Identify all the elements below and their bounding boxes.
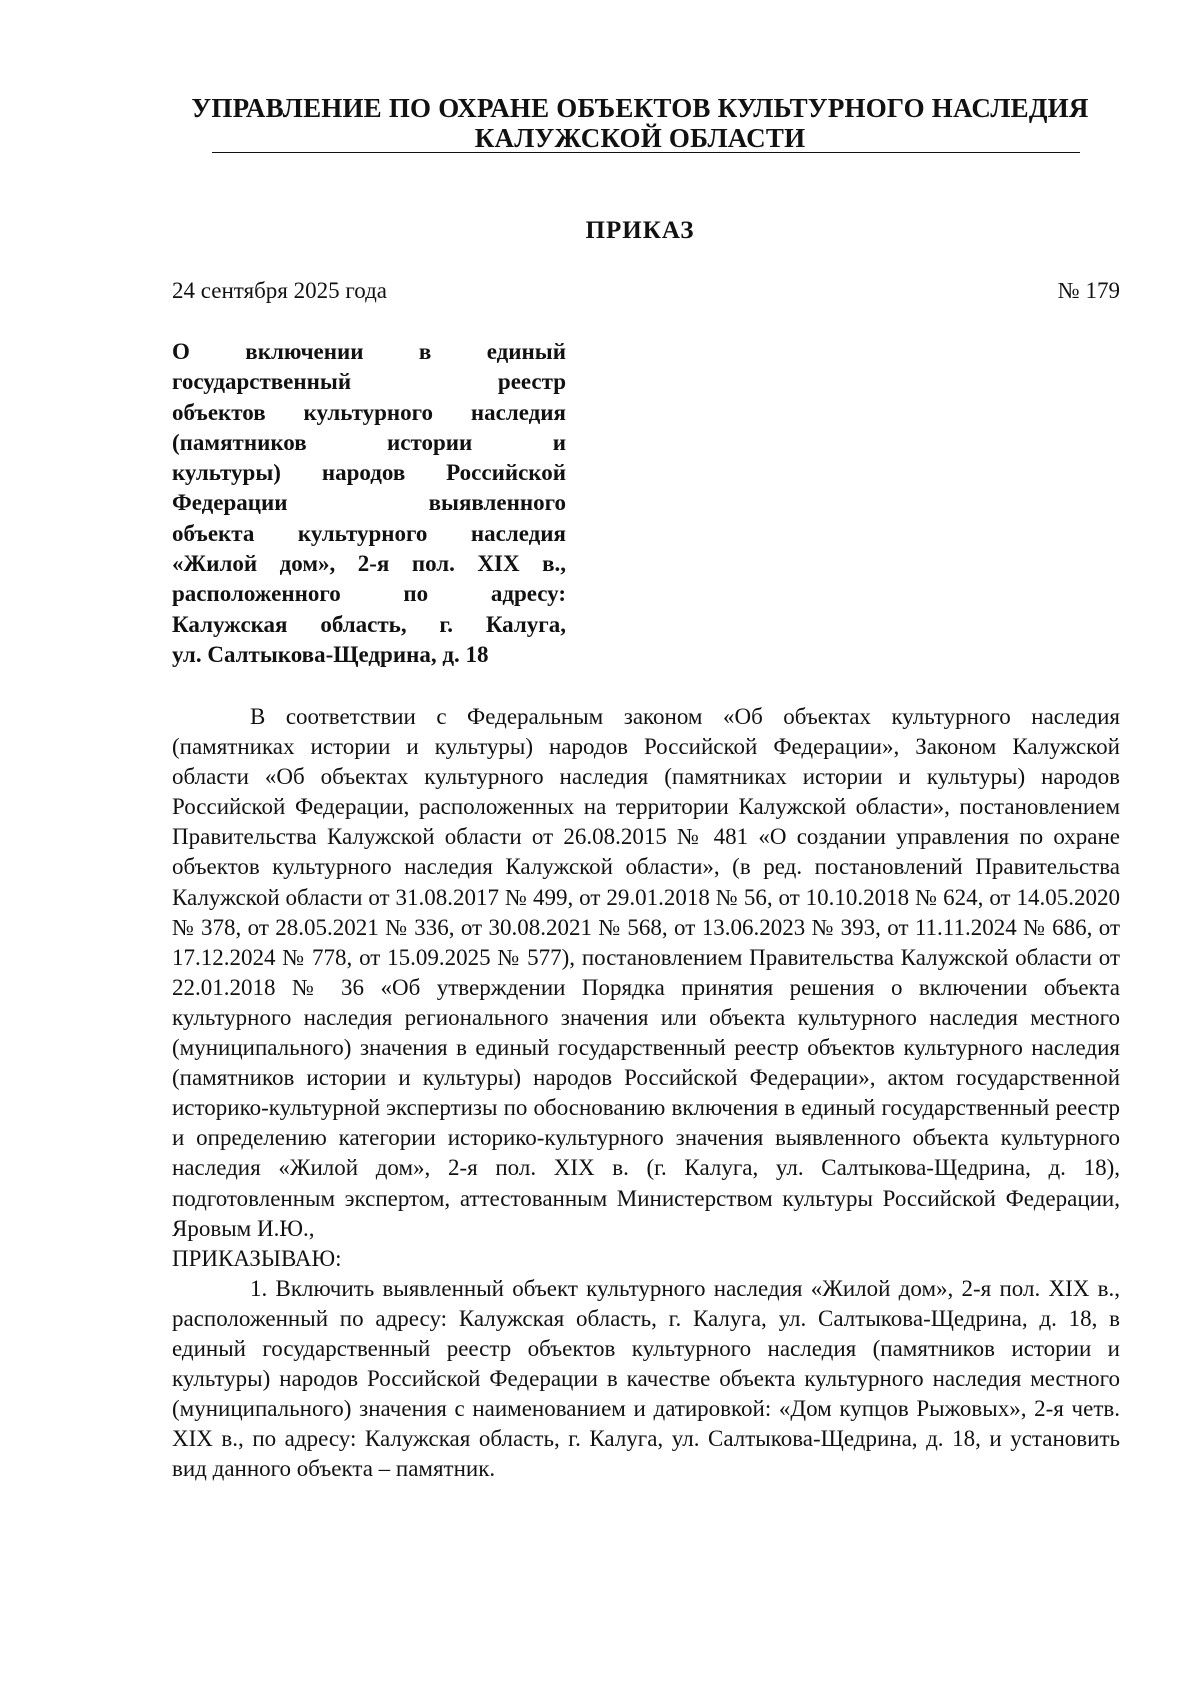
subject-line: «Жилой дом», 2-я пол. XIX в., <box>172 551 566 577</box>
header-underline <box>212 152 1080 153</box>
subject-line: объектов культурного наследия <box>172 399 566 425</box>
document-date: 24 сентября 2025 года <box>172 278 387 303</box>
order-directive-word: ПРИКАЗЫВАЮ: <box>172 1245 342 1271</box>
subject-line: (памятников истории и <box>172 429 566 455</box>
subject-line: Федерации выявленного <box>172 490 566 516</box>
document-number: № 179 <box>1057 278 1120 303</box>
subject-line: ул. Салтыкова-Щедрина, д. 18 <box>172 641 489 667</box>
preamble-text: В соответствии с Федеральным законом «Об объектах культурного наследия (памятниках истории и культуры) народов Российской Федерации», Законом Калужской области «Об объектах культурного наследия (памятниках истории и культуры) народов Российской Федерации, расположенных на территории Калужской области», постановлением Правительства Калужской области от 26.08.2015 № 481 «О создании управления по охране объектов культурного наследия Калужской области», (в ред. постановлений Правительства Калужской области от 31.08.2017 № 499, от 29.01.2018 № 56, от 10.10.2018 № 624, от 14.05.2020 № 378, от 28.05.2021 № 336, от 30.08.2021 № 568, от 13.06.2023 № 393, от 11.11.2024 № 686, от 17.12.2024 № 778, от 15.09.2025 № 577), постановлением Правительства Калужской области от 22.01.2018 № 36 «Об утверждении Порядка принятия решения о включении объекта культурного наследия регионального значения или объекта культурного наследия местного (муниципального) значения в единый государственный реестр объектов культурного наследия (памятников истории и культуры) народов Российской Федерации», актом государственной историко-культурной экспертизы по обоснованию включения в единый государственный реестр и определению категории историко-культурного значения выявленного объекта культурного наследия «Жилой дом», 2-я пол. XIX в. (г. Калуга, ул. Салтыкова-Щедрина, д. 18), подготовленным экспертом, аттестованным Министерством культуры Российской Федерации, Яровым И.Ю., <box>172 704 1120 1241</box>
preamble-paragraph <box>172 702 1120 1274</box>
order-item-1: 1. Включить выявленный объект культурного наследия «Жилой дом», 2-я пол. XIX в., расположенный по адресу: Калужская область, г. Калуга, ул. Салтыкова-Щедрина, д. 18, в единый государственный реестр объектов культурного наследия (памятников истории и культуры) народов Российской Федерации в качестве объекта культурного наследия местного (муниципального) значения с наименованием и датировкой: «Дом купцов Рыжовых», 2-я четв. XIX в., по адресу: Калужская область, г. Калуга, ул. Салтыкова-Щедрина, д. 18, и установить вид данного объекта – памятник. <box>172 1275 1120 1482</box>
order-subject <box>172 337 566 670</box>
document-type-title: ПРИКАЗ <box>585 217 695 244</box>
order-body <box>172 702 1120 1484</box>
subject-line: расположенного по адресу: <box>172 581 566 607</box>
subject-line: объекта культурного наследия <box>172 520 566 546</box>
subject-line: О включении в единый <box>172 339 566 364</box>
organization-name-line1: УПРАВЛЕНИЕ ПО ОХРАНЕ ОБЪЕКТОВ КУЛЬТУРНОГО НАСЛЕДИЯ <box>191 93 1089 123</box>
subject-line: культуры) народов Российской <box>172 460 566 486</box>
subject-line: Калужская область, г. Калуга, <box>172 611 566 637</box>
organization-name-line2: КАЛУЖСКОЙ ОБЛАСТИ <box>474 123 806 153</box>
subject-line: государственный реестр <box>172 369 566 395</box>
